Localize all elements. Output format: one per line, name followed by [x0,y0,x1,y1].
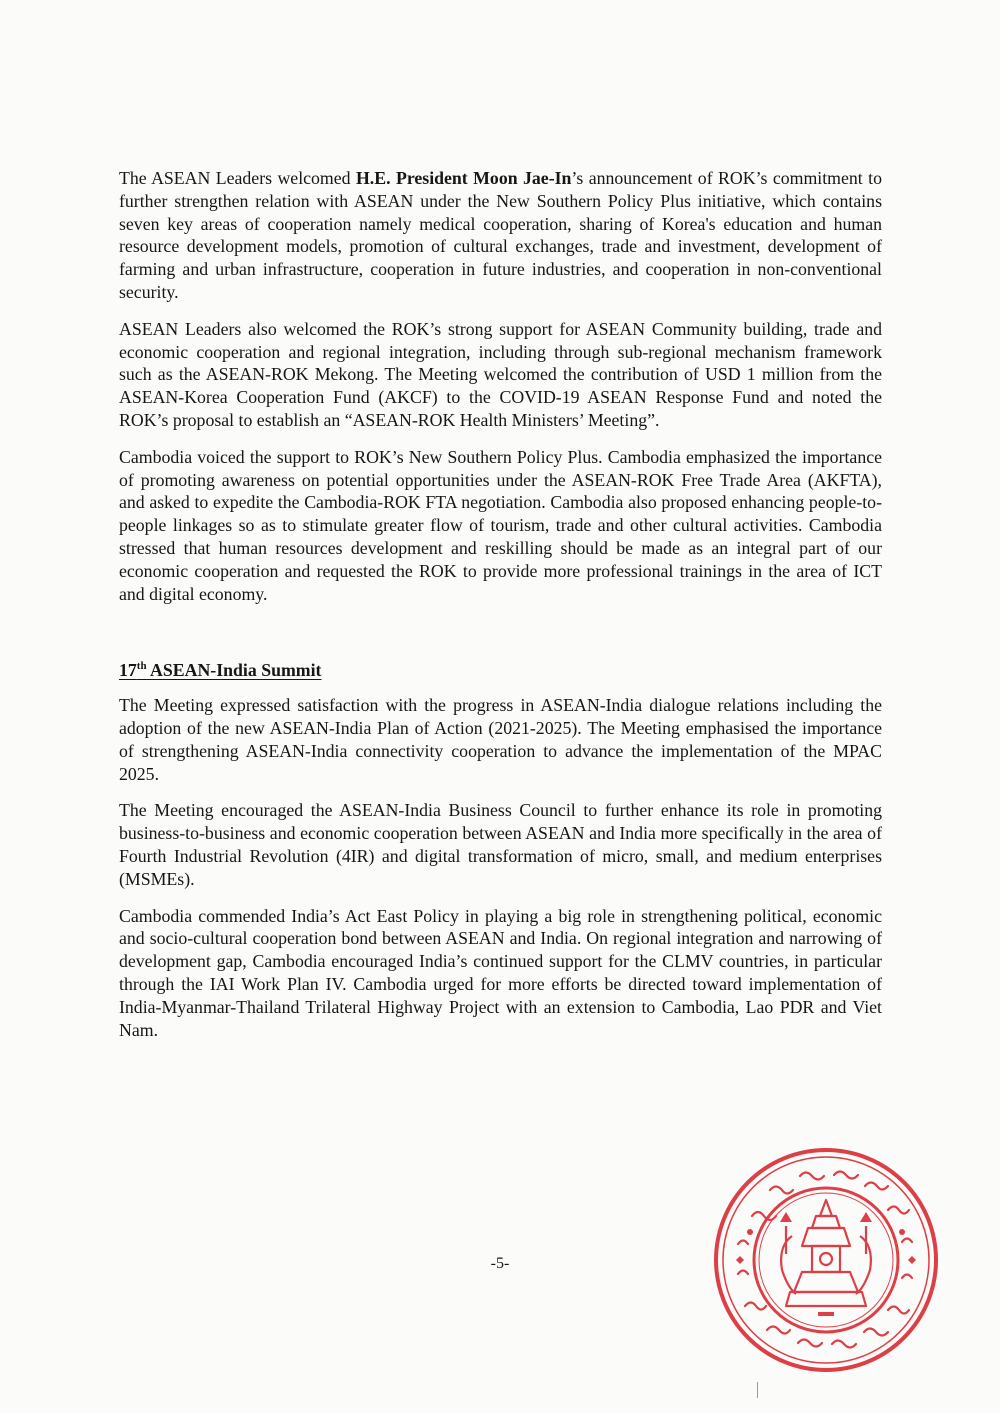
page-number: -5- [490,1255,510,1272]
paragraph-india-1: The Meeting expressed satisfaction with the progress in ASEAN-India dialogue relations including the adoption of the new ASEAN-India Plan of Action (2021-2025). The Meeting emphasised the importance of strengthening ASEAN-India connectivity cooperation to advance the implementation of the MPAC 2025. [119,695,882,784]
heading-ordinal-suffix: th [136,660,147,673]
section-heading-india [119,659,882,682]
document-body [119,167,882,1055]
paragraph-text: The ASEAN Leaders welcomed [119,168,356,188]
heading-title: ASEAN-India Summit [146,660,322,681]
scan-mark [757,1382,758,1398]
paragraph-india-2: The Meeting encouraged the ASEAN-India Business Council to further enhance its role in promoting business-to-business and economic cooperation between ASEAN and India more specifically in the area of Fourth Industrial Revolution (4IR) and digital transformation of micro, small, and medium enterprises (MSMEs). [119,800,882,889]
heading-number: 17 [119,660,137,681]
paragraph-rok-3: Cambodia voiced the support to ROK’s New Southern Policy Plus. Cambodia emphasized the importance of promoting awareness on potential opportunities under the ASEAN-ROK Free Trade Area (AKFTA), and asked to expedite the Cambodia-ROK FTA negotiation. Cambodia also proposed enhancing people-to-people linkages so as to stimulate greater flow of tourism, trade and other cultural activities. Cambodia stressed that human resources development and reskilling should be made as an integral part of our economic cooperation and requested the ROK to provide more professional trainings in the area of ICT and digital economy. [119,446,882,604]
paragraph-rok-1 [119,167,882,304]
bold-name: H.E. President Moon Jae-In [355,168,572,188]
paragraph-india-3: Cambodia commended India’s Act East Policy in playing a big role in strengthening political, economic and socio-cultural cooperation bond between ASEAN and India. On regional integration and narrowing of development gap, Cambodia encouraged India’s continued support for the CLMV countries, in particular through the IAI Work Plan IV. Cambodia urged for more efforts be directed toward implementation of India-Myanmar-Thailand Trilateral Highway Project with an extension to Cambodia, Lao PDR and Viet Nam. [119,905,882,1040]
paragraph-rok-2: ASEAN Leaders also welcomed the ROK’s strong support for ASEAN Community building, trade and economic cooperation and regional integration, including through sub-regional mechanism framework such as the ASEAN-ROK Mekong. The Meeting welcomed the contribution of USD 1 million from the ASEAN-Korea Cooperation Fund (AKCF) to the COVID-19 ASEAN Response Fund and noted the ROK’s proposal to establish an “ASEAN-ROK Health Ministers’ Meeting”. [119,318,882,430]
official-seal-icon [712,1146,940,1374]
paragraph-text: ’s announcement of ROK’s commitment to further strengthen relation with ASEAN under the New Southern Policy Plus initiative, which contains seven key areas of cooperation namely medical cooperation, sharing of Korea's education and human resource development models, promotion of cultural exchanges, trade and investment, development of farming and urban infrastructure, cooperation in future industries, and cooperation in non-conventional security. [119,168,882,302]
